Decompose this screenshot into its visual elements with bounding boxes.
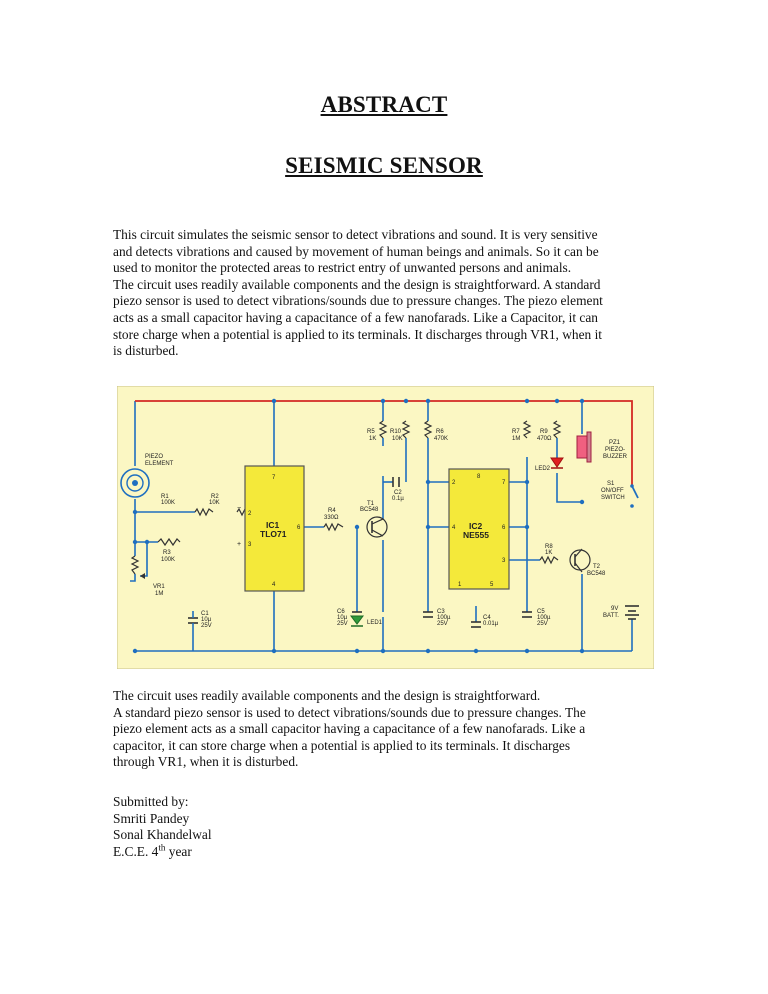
ic2-name: IC2 (469, 521, 483, 531)
c6-voltage: 25V (337, 621, 348, 627)
c5-label: C5 (537, 609, 545, 615)
c5-value: 100µ (537, 615, 551, 621)
page-subtitle: SEISMIC SENSOR (285, 153, 483, 178)
c3-voltage: 25V (437, 621, 448, 627)
r7-value: 1M (512, 436, 521, 442)
class-year (113, 844, 658, 861)
vr1-label: VR1 (153, 584, 165, 590)
c6-value: 10µ (337, 615, 348, 621)
c3-value: 100µ (437, 615, 451, 621)
r10-label: R10 (390, 429, 402, 435)
ic2-pin: 1 (458, 582, 462, 588)
body-line: The circuit uses readily available components and the design is straightforward. (113, 688, 541, 703)
r3-value: 100K (161, 557, 176, 563)
r9-label: R9 (540, 429, 548, 435)
r2-label: R2 (211, 494, 219, 500)
class-prefix: E.C.E. 4 (113, 843, 159, 859)
r6-value: 470K (434, 436, 449, 442)
c4-label: C4 (483, 615, 491, 621)
r1-value: 100K (161, 500, 176, 506)
body-line: piezo element acts as a small capacitor having a capacitance of a few nanofarads. Like a (113, 721, 586, 737)
author-name: Smriti Pandey (113, 810, 190, 826)
body-line: A standard piezo sensor is used to detect vibrations/sounds due to pressure changes. The (113, 704, 586, 720)
r3-label: R3 (163, 550, 171, 556)
r5-label: R5 (367, 429, 375, 435)
r9-value: 470Ω (537, 436, 552, 442)
ic1-pin: 6 (297, 525, 301, 531)
t1-value: BC548 (360, 507, 379, 513)
body-line: capacitor, it can store charge when a potential is applied to its terminals. It discharges (113, 737, 571, 753)
pz1-type: BUZZER (603, 454, 627, 460)
c5-voltage: 25V (537, 621, 548, 627)
r4-label: R4 (328, 508, 336, 514)
opamp-plus: + (237, 541, 242, 548)
c6-label: C6 (337, 609, 345, 615)
ic2-pin: 7 (502, 480, 506, 486)
ic1-part: TLO71 (260, 529, 287, 539)
author-name: Sonal Khandelwal (113, 827, 212, 843)
pz1-label: PZ1 (609, 440, 621, 446)
r2-value: 10K (209, 500, 220, 506)
r6-label: R6 (436, 429, 444, 435)
buzzer-symbol (577, 436, 587, 458)
t2-value: BC548 (587, 571, 606, 577)
ic1-pin: 7 (272, 475, 276, 481)
c1-value: 10µ (201, 617, 212, 623)
intro-line: store charge when a potential is applied to its terminals. It discharges through VR1, when it (113, 326, 603, 342)
submitted-by-label: Submitted by: (113, 794, 189, 809)
body-line: through VR1, when it is disturbed. (113, 754, 299, 770)
batt-value: BATT. (603, 613, 619, 619)
ic1-name: IC1 (266, 520, 280, 530)
s1-type: SWITCH (601, 495, 625, 501)
c1-voltage: 25V (201, 623, 212, 629)
ic2-part: NE555 (463, 530, 489, 540)
led2-label: LED2 (535, 466, 551, 472)
r7-label: R7 (512, 429, 520, 435)
pz1-value: PIEZO- (605, 447, 626, 453)
circuit-diagram (117, 386, 654, 669)
opamp-minus: − (237, 505, 242, 512)
r8-value: 1K (545, 550, 553, 556)
piezo-label: ELEMENT (145, 461, 174, 467)
piezo-label: PIEZO (145, 454, 164, 460)
intro-line: and detects vibrations and caused by movement of human beings and animals. So it can be (113, 243, 599, 259)
ic2-pin: 4 (452, 525, 456, 531)
c1-label: C1 (201, 611, 209, 617)
ic2-pin: 3 (502, 558, 506, 564)
body-paragraph (113, 688, 658, 771)
intro-paragraph (113, 227, 658, 360)
t1-label: T1 (367, 501, 375, 507)
c3-label: C3 (437, 609, 445, 615)
s1-value: ON/OFF (601, 488, 624, 494)
vr1-value: 1M (155, 591, 164, 597)
intro-line: used to monitor the protected areas to restrict entry of unwanted persons and animals. (113, 260, 572, 276)
r5-value: 1K (369, 436, 377, 442)
c2-label: C2 (394, 490, 402, 496)
class-superscript: th (158, 842, 166, 853)
class-suffix: year (165, 843, 192, 859)
intro-line: This circuit simulates the seismic sensor to detect vibrations and sound. It is very sensitive (113, 227, 598, 242)
ic2-pin: 6 (502, 525, 506, 531)
ic2-pin: 2 (452, 480, 456, 486)
submission-block (113, 794, 658, 860)
ic1-pin: 2 (248, 511, 252, 517)
s1-label: S1 (607, 481, 615, 487)
ic1-pin: 3 (248, 542, 252, 548)
r8-label: R8 (545, 544, 553, 550)
r4-value: 330Ω (324, 515, 339, 521)
intro-line: is disturbed. (113, 343, 179, 359)
c2-value: 0.1µ (392, 496, 404, 502)
ic1-pin: 4 (272, 582, 276, 588)
ic2-pin: 5 (490, 582, 494, 588)
intro-line: acts as a small capacitor having a capacitance of a few nanofarads. Like a Capacitor, it can (113, 309, 599, 325)
intro-line: piezo sensor is used to detect vibrations/sounds due to pressure changes. The piezo element (113, 293, 603, 309)
r1-label: R1 (161, 494, 169, 500)
ic2-pin: 8 (477, 474, 481, 480)
r10-value: 10K (392, 436, 403, 442)
batt-label: 9V (611, 606, 619, 612)
c4-value: 0.01µ (483, 621, 499, 627)
page-title: ABSTRACT (320, 92, 448, 117)
piezo-element-symbol (121, 469, 149, 497)
led1-label: LED1 (367, 620, 383, 626)
t2-label: T2 (593, 564, 601, 570)
t1-transistor (367, 517, 387, 537)
intro-line: The circuit uses readily available components and the design is straightforward. A standard (113, 276, 601, 292)
